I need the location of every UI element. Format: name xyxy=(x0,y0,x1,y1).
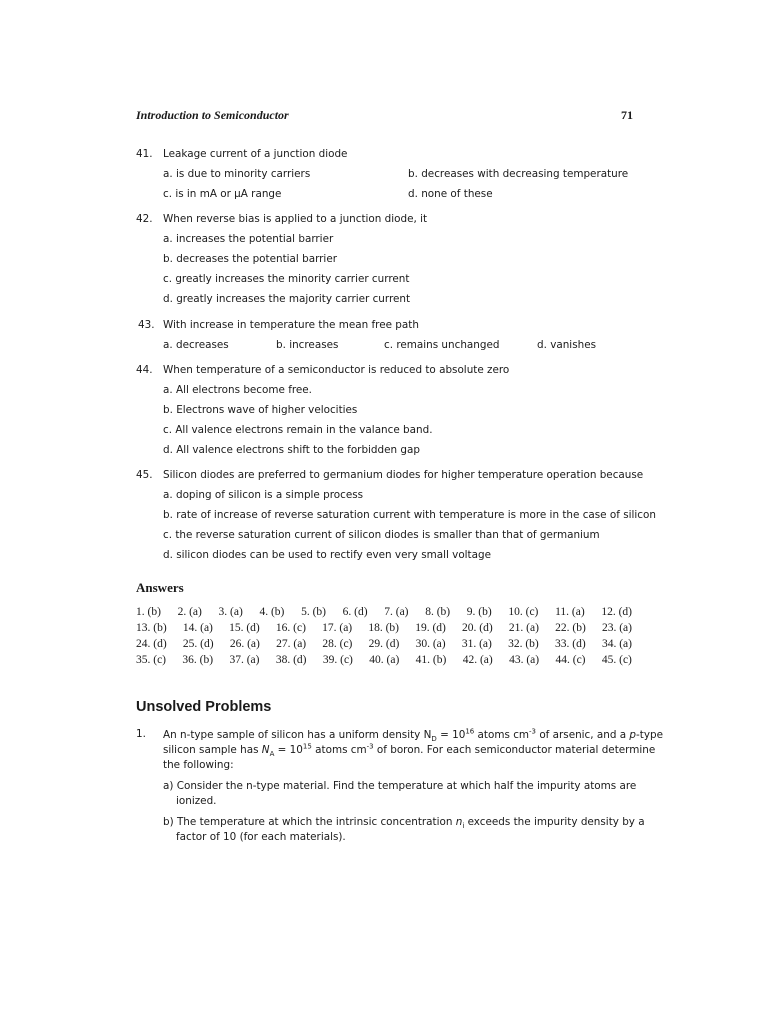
question-number: 45. xyxy=(136,469,153,481)
answer-item: 16. (c) xyxy=(275,622,306,634)
answer-item: 43. (a) xyxy=(509,654,540,666)
answer-item: 10. (c) xyxy=(508,606,539,618)
question-option: d. All valence electrons shift to the forbidden gap xyxy=(163,444,420,456)
answer-item: 21. (a) xyxy=(508,622,539,634)
section-heading: Unsolved Problems xyxy=(136,699,272,715)
answers-heading: Answers xyxy=(136,580,184,595)
answer-item: 25. (d) xyxy=(182,638,214,650)
answer-item: 15. (d) xyxy=(229,622,260,634)
problem-text-line: the following: xyxy=(163,759,234,771)
answer-item: 18. (b) xyxy=(368,622,399,634)
answer-item: 26. (a) xyxy=(229,638,260,650)
question-option: c. is in mA or µA range xyxy=(163,188,282,200)
answer-item: 31. (a) xyxy=(461,638,492,650)
answer-item: 39. (c) xyxy=(322,654,353,666)
answer-item: 34. (a) xyxy=(601,638,632,650)
question-option: c. the reverse saturation current of silicon diodes is smaller than that of germanium xyxy=(163,529,600,541)
question-option: c. greatly increases the minority carrier current xyxy=(163,273,410,285)
answer-item: 24. (d) xyxy=(136,638,167,650)
answer-row xyxy=(136,605,632,619)
answer-item: 11. (a) xyxy=(555,606,585,618)
answer-item: 17. (a) xyxy=(322,622,353,634)
question-stem: When reverse bias is applied to a junction diode, it xyxy=(163,213,428,225)
answer-item: 20. (d) xyxy=(462,622,493,634)
question-stem: Leakage current of a junction diode xyxy=(163,148,348,160)
question-option: a. All electrons become free. xyxy=(163,384,312,396)
question-option: d. silicon diodes can be used to rectify even very small voltage xyxy=(163,549,491,561)
answer-item: 8. (b) xyxy=(425,606,451,618)
answer-item: 38. (d) xyxy=(275,654,307,666)
answer-item: 32. (b) xyxy=(508,638,539,650)
question-stem: When temperature of a semiconductor is reduced to absolute zero xyxy=(163,364,510,376)
question-option: d. vanishes xyxy=(537,339,596,351)
question-option: b. decreases the potential barrier xyxy=(163,253,337,265)
question-number: 41. xyxy=(136,148,153,160)
answer-item: 29. (d) xyxy=(368,638,400,650)
question-option: a. increases the potential barrier xyxy=(163,233,334,245)
answer-item: 22. (b) xyxy=(555,622,586,634)
problem-text-line: silicon sample has $N_A = 10^{15}$ atoms $cm^{-3}$ of boron. For each semiconductor material determine xyxy=(163,742,656,759)
answer-item: 13. (b) xyxy=(136,622,167,634)
answer-item: 33. (d) xyxy=(555,638,586,650)
answer-item: 28. (c) xyxy=(322,638,353,650)
question-option: a. doping of silicon is a simple process xyxy=(163,489,364,501)
question-option: b. rate of increase of reverse saturation current with temperature is more in the case of silicon xyxy=(163,509,656,521)
answer-item: 35. (c) xyxy=(136,654,167,666)
question-option: c. remains unchanged xyxy=(384,339,500,351)
question-option: b. Electrons wave of higher velocities xyxy=(163,404,358,416)
answer-item: 41. (b) xyxy=(415,654,447,666)
question-number: 43. xyxy=(138,319,155,331)
answer-item: 37. (a) xyxy=(229,654,260,666)
question-number: 42. xyxy=(136,213,153,225)
answer-item: 2. (a) xyxy=(177,606,202,618)
answer-item: 27. (a) xyxy=(276,638,307,650)
answer-item: 6. (d) xyxy=(342,606,368,618)
answer-item: 23. (a) xyxy=(601,622,632,634)
question-option: b. increases xyxy=(276,339,339,351)
answer-item: 44. (c) xyxy=(555,654,586,666)
answer-item: 12. (d) xyxy=(601,606,632,618)
question-option: b. decreases with decreasing temperature xyxy=(408,168,629,180)
answer-item: 5. (b) xyxy=(301,606,326,618)
problem-part-a-cont: ionized. xyxy=(176,795,217,807)
answer-item: 1. (b) xyxy=(136,606,161,618)
question-option: d. none of these xyxy=(408,188,493,200)
answer-item: 9. (b) xyxy=(466,606,492,618)
question-number: 44. xyxy=(136,364,153,376)
answer-item: 14. (a) xyxy=(182,622,213,634)
problem-part-b-cont: factor of 10 (for each materials). xyxy=(176,831,346,843)
page-number: 71 xyxy=(621,108,633,122)
answer-item: 36. (b) xyxy=(182,654,214,666)
running-header-title: Introduction to Semiconductor xyxy=(136,108,289,122)
answer-item: 4. (b) xyxy=(259,606,285,618)
answer-row xyxy=(136,621,632,635)
answer-item: 7. (a) xyxy=(384,606,409,618)
answer-item: 19. (d) xyxy=(415,622,446,634)
answer-item: 42. (a) xyxy=(462,654,493,666)
question-option: c. All valence electrons remain in the valance band. xyxy=(163,424,433,436)
problem-part-b: b) The temperature at which the intrinsic concentration $n_i$ exceeds the impurity density by a xyxy=(163,816,645,831)
answer-item: 45. (c) xyxy=(601,654,632,666)
answer-item: 3. (a) xyxy=(218,606,243,618)
question-stem: With increase in temperature the mean free path xyxy=(163,319,419,331)
question-option: d. greatly increases the majority carrier current xyxy=(163,293,411,305)
answer-row xyxy=(136,653,632,667)
question-stem: Silicon diodes are preferred to germanium diodes for higher temperature operation because xyxy=(163,469,644,481)
question-option: a. decreases xyxy=(163,339,229,351)
problem-part-a: a) Consider the n-type material. Find the temperature at which half the impurity atoms are xyxy=(163,780,637,792)
question-option: a. is due to minority carriers xyxy=(163,168,311,180)
answer-item: 40. (a) xyxy=(369,654,400,666)
answer-item: 30. (a) xyxy=(415,638,446,650)
problem-number: 1. xyxy=(136,728,146,740)
answer-row xyxy=(136,637,632,651)
problem-text-line: An n-type sample of silicon has a uniform density $N_D = 10^{16}$ atoms $cm^{-3}$ of arsenic, and a p-type xyxy=(163,727,663,744)
